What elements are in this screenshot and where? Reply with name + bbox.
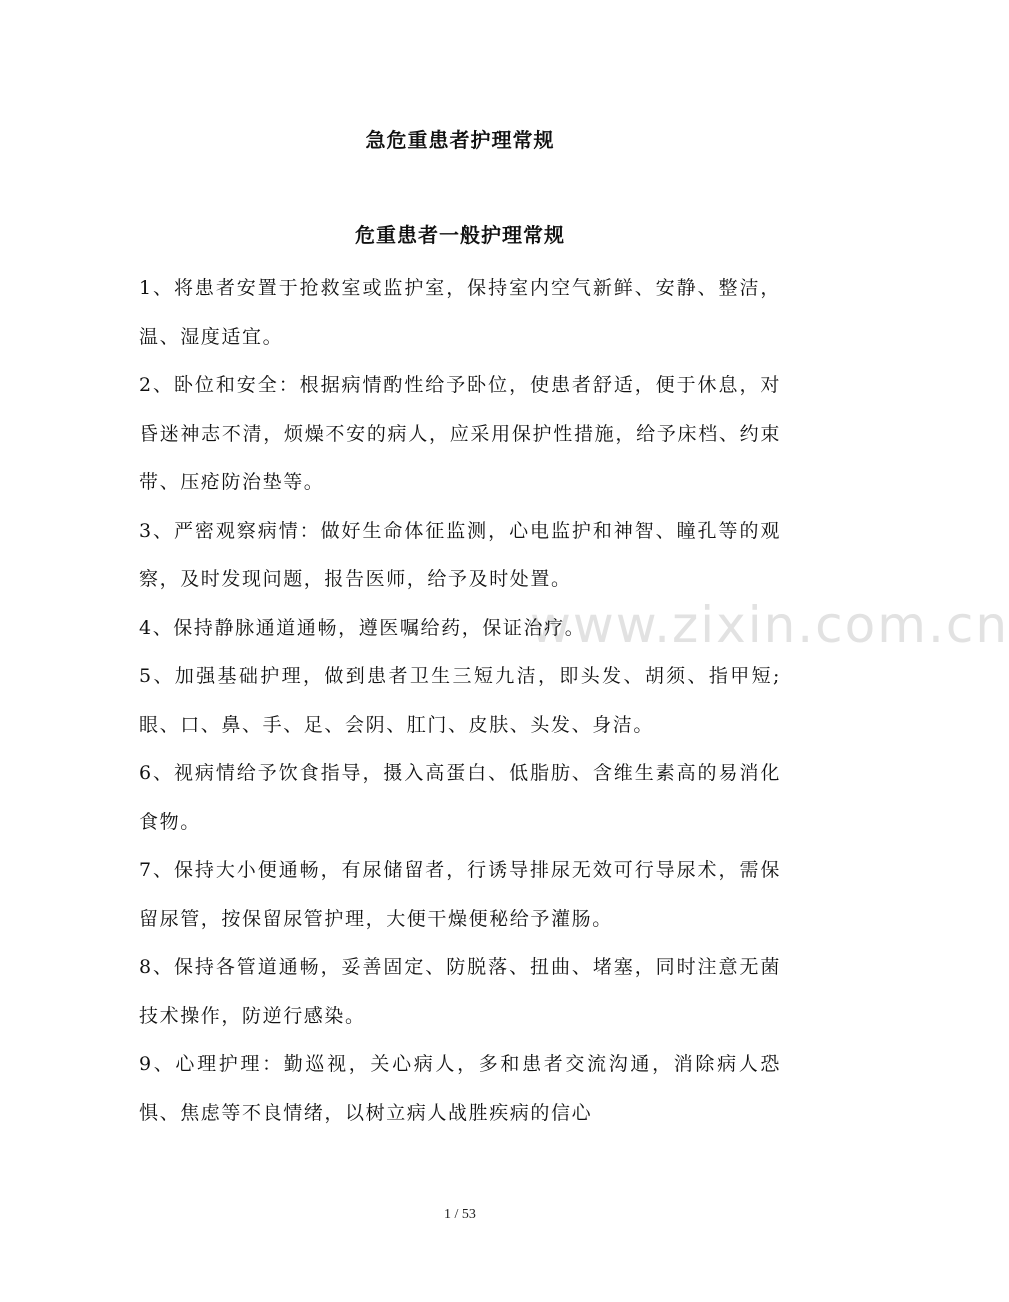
page-indicator: 1 / 53 bbox=[444, 1207, 476, 1222]
paragraph-6: 6、视病情给予饮食指导，摄入高蛋白、低脂肪、含维生素高的易消化食物。 bbox=[139, 762, 781, 833]
document-body bbox=[139, 264, 781, 1137]
paragraph-2: 2、卧位和安全：根据病情酌性给予卧位，使患者舒适，便于休息，对昏迷神志不清，烦燥不安的病人，应采用保护性措施，给予床档、约束带、压疮防治垫等。 bbox=[139, 374, 781, 493]
paragraph-3: 3、严密观察病情：做好生命体征监测，心电监护和神智、瞳孔等的观察，及时发现问题，报告医师，给予及时处置。 bbox=[139, 519, 781, 590]
paragraph-7: 7、保持大小便通畅，有尿储留者，行诱导排尿无效可行导尿术，需保留尿管，按保留尿管护理，大便干燥便秘给予灌肠。 bbox=[139, 859, 781, 930]
paragraph-9: 9、心理护理：勤巡视，关心病人，多和患者交流沟通，消除病人恐惧、焦虑等不良情绪，以树立病人战胜疾病的信心 bbox=[139, 1053, 781, 1124]
paragraph-5: 5、加强基础护理，做到患者卫生三短九洁，即头发、胡须、指甲短;眼、口、鼻、手、足、会阴、肛门、皮肤、头发、身洁。 bbox=[139, 665, 781, 736]
paragraph-8: 8、保持各管道通畅，妥善固定、防脱落、扭曲、堵塞，同时注意无菌技术操作，防逆行感染。 bbox=[139, 956, 781, 1027]
paragraph-1: 1、将患者安置于抢救室或监护室，保持室内空气新鲜、安静、整洁，温、湿度适宜。 bbox=[139, 277, 781, 348]
document-title: 急危重患者护理常规 bbox=[365, 128, 555, 152]
paragraph-4: 4、保持静脉通道通畅，遵医嘱给药，保证治疗。 bbox=[139, 616, 586, 639]
watermark: www.zixin.com.cn bbox=[530, 596, 1009, 654]
section-title: 危重患者一般护理常规 bbox=[355, 223, 565, 247]
